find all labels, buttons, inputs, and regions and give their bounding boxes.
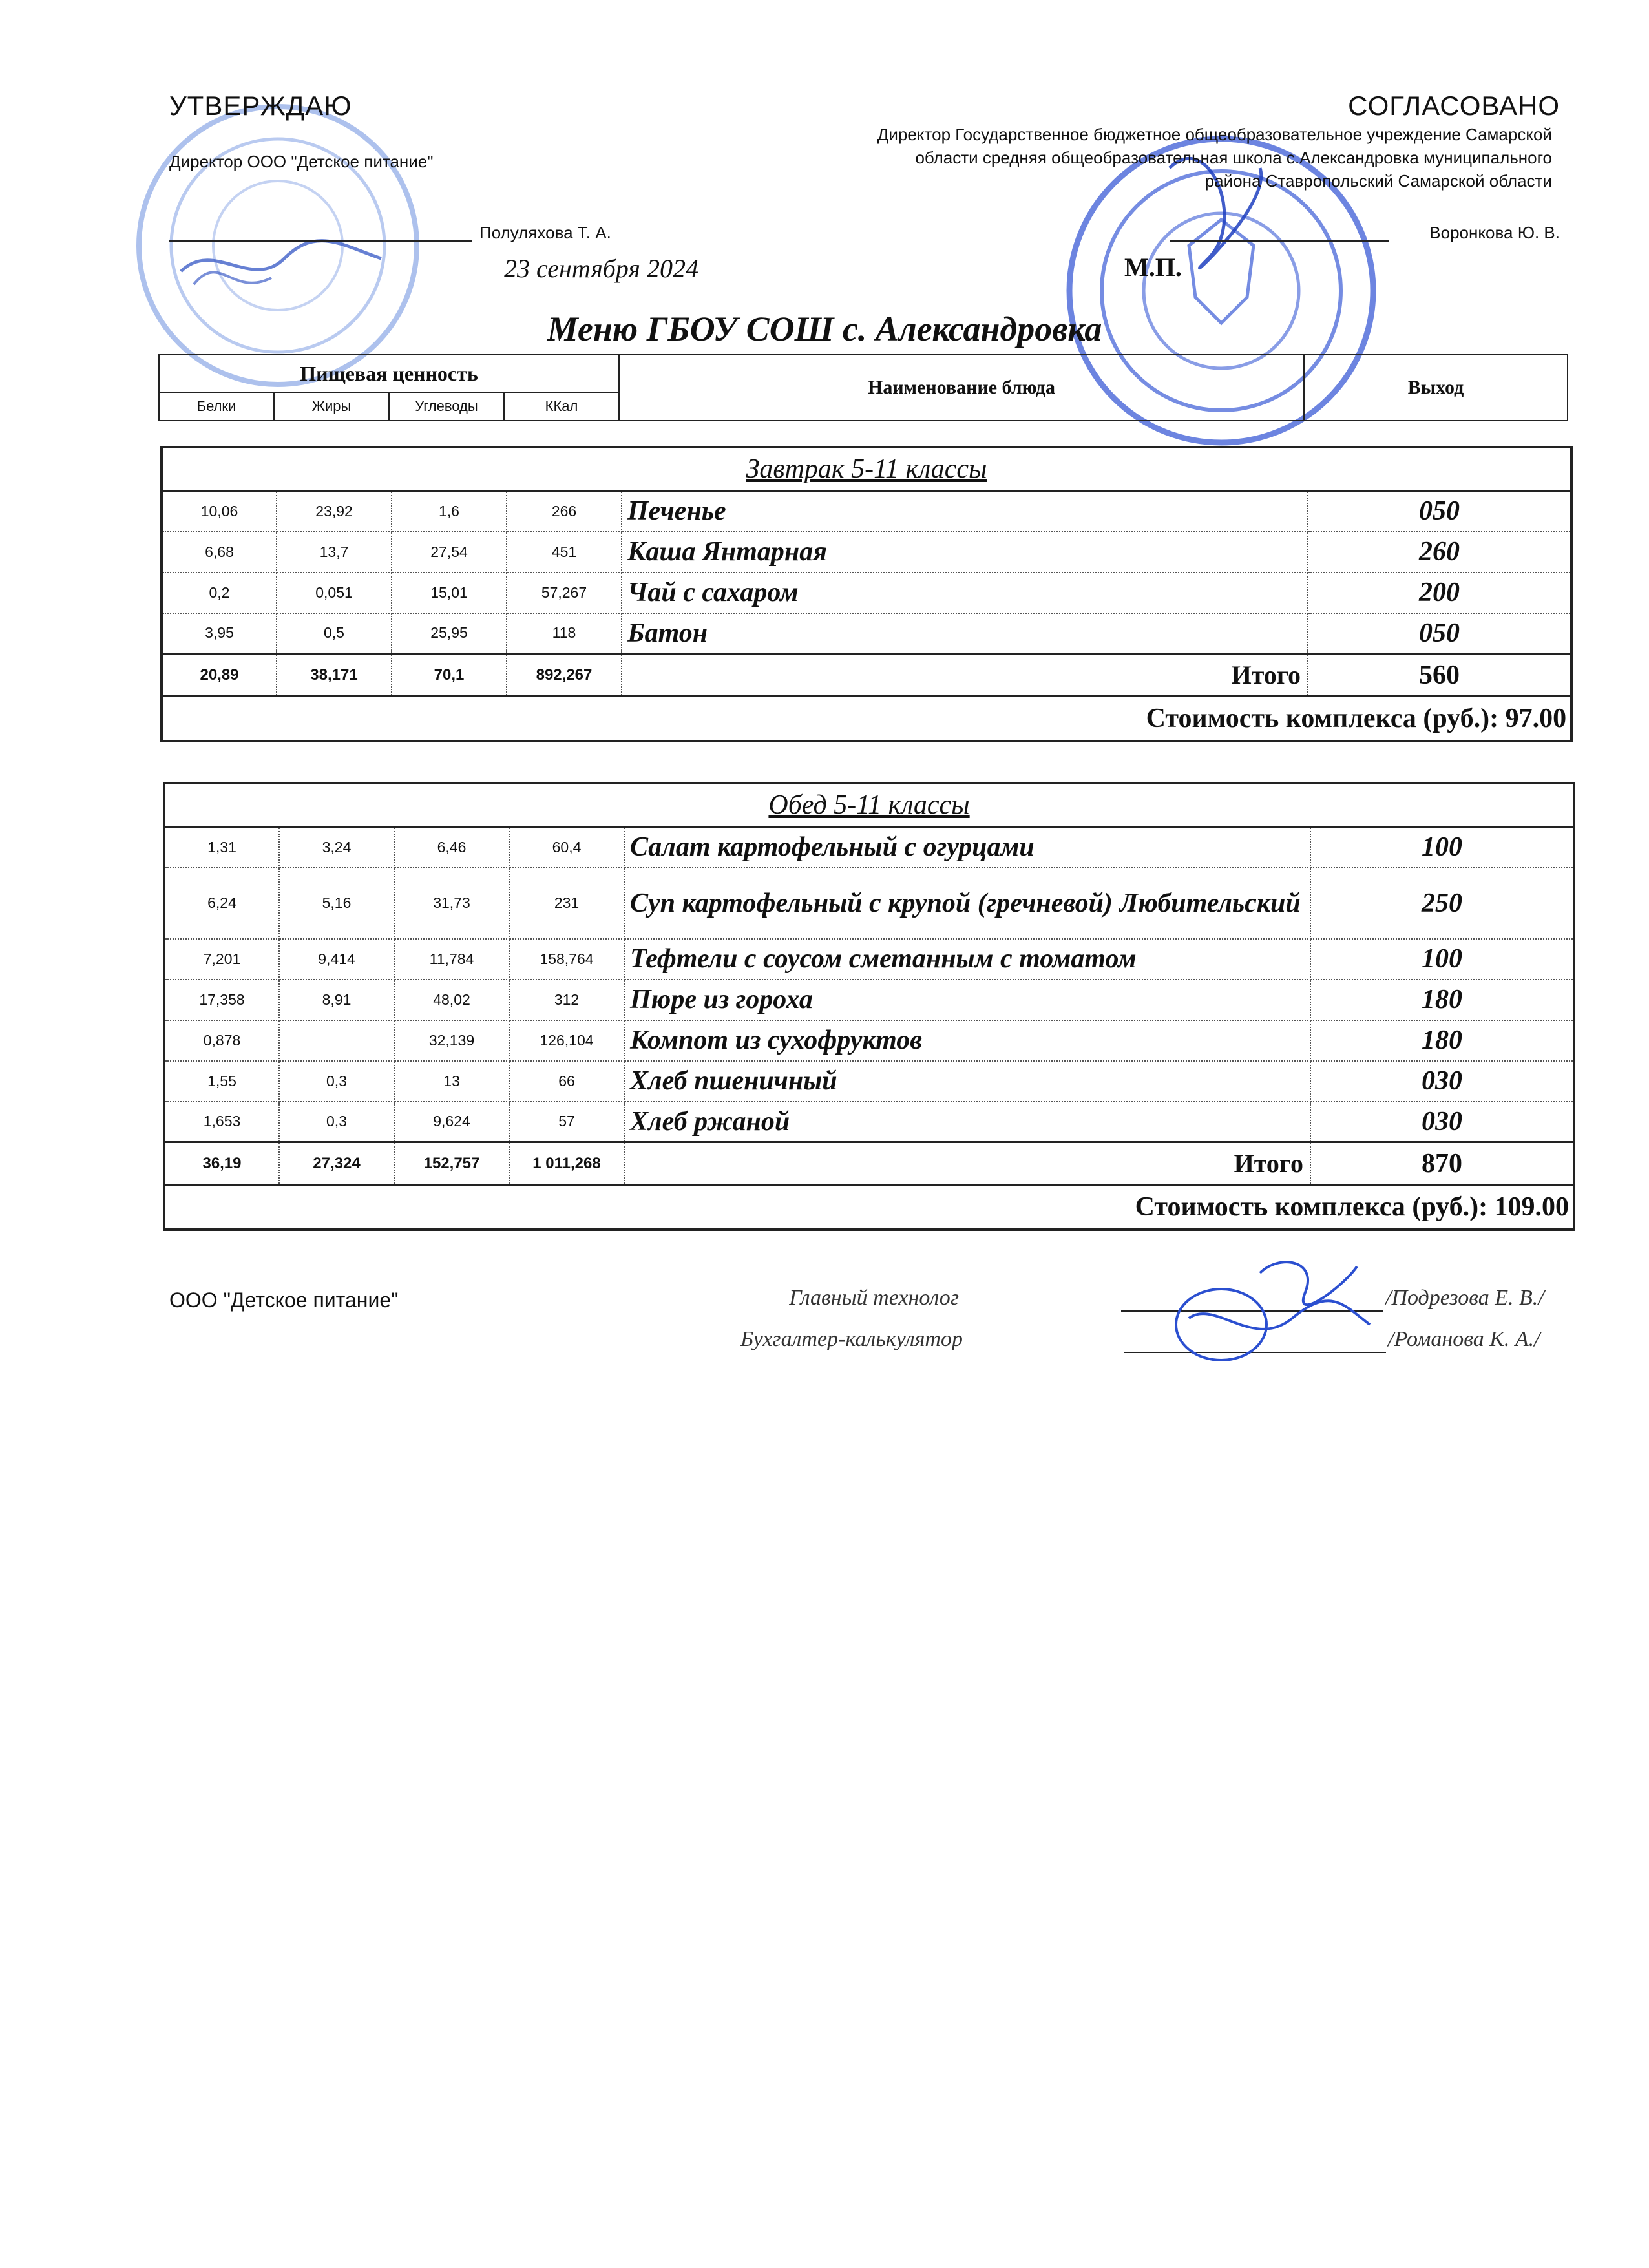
total-row xyxy=(162,654,1571,697)
dish-cell: Пюре из гороха xyxy=(624,980,1310,1020)
kcal-header: ККал xyxy=(504,392,619,421)
output-cell: 250 xyxy=(1310,868,1574,939)
output-cell: 050 xyxy=(1308,613,1571,654)
table-row xyxy=(162,491,1571,532)
total-protein: 36,19 xyxy=(164,1142,279,1185)
table-row xyxy=(164,1102,1574,1142)
fat-cell: 0,3 xyxy=(279,1102,394,1142)
table-row xyxy=(164,939,1574,980)
kcal-cell: 451 xyxy=(507,532,622,572)
output-header: Выход xyxy=(1304,355,1568,421)
protein-cell: 1,55 xyxy=(164,1061,279,1102)
carbs-cell: 1,6 xyxy=(392,491,507,532)
complex-cost: Стоимость комплекса (руб.): 109.00 xyxy=(164,1185,1574,1230)
table-row xyxy=(164,980,1574,1020)
kcal-cell: 231 xyxy=(509,868,624,939)
dish-cell: Чай с сахаром xyxy=(622,572,1308,613)
table-row xyxy=(162,532,1571,572)
agree-signature-line xyxy=(1170,240,1389,242)
signer-role: Бухгалтер-калькулятор xyxy=(740,1327,963,1351)
table-row xyxy=(164,827,1574,868)
fat-cell: 8,91 xyxy=(279,980,394,1020)
dish-cell: Печенье xyxy=(622,491,1308,532)
approve-position: Директор ООО "Детское питание" xyxy=(169,152,434,171)
lunch-section xyxy=(163,782,1575,1231)
section-title: Завтрак 5-11 классы xyxy=(162,447,1571,491)
total-kcal: 892,267 xyxy=(507,654,622,697)
dish-cell: Каша Янтарная xyxy=(622,532,1308,572)
fat-cell: 0,3 xyxy=(279,1061,394,1102)
kcal-cell: 266 xyxy=(507,491,622,532)
carbs-cell: 13 xyxy=(394,1061,509,1102)
dish-cell: Хлеб пшеничный xyxy=(624,1061,1310,1102)
dish-cell: Салат картофельный с огурцами xyxy=(624,827,1310,868)
protein-cell: 0,2 xyxy=(162,572,277,613)
kcal-cell: 57 xyxy=(509,1102,624,1142)
output-cell: 030 xyxy=(1310,1102,1574,1142)
approve-date: 23 сентября 2024 xyxy=(504,254,698,283)
total-label: Итого xyxy=(622,654,1308,697)
total-row xyxy=(164,1142,1574,1185)
dish-cell: Батон xyxy=(622,613,1308,654)
carbs-cell: 32,139 xyxy=(394,1020,509,1061)
output-cell: 030 xyxy=(1310,1061,1574,1102)
protein-cell: 7,201 xyxy=(164,939,279,980)
carbs-cell: 25,95 xyxy=(392,613,507,654)
kcal-cell: 158,764 xyxy=(509,939,624,980)
carbs-cell: 9,624 xyxy=(394,1102,509,1142)
fat-cell: 23,92 xyxy=(277,491,392,532)
fat-cell: 0,5 xyxy=(277,613,392,654)
agree-position-line: района Ставропольский Самарской области xyxy=(1204,171,1552,191)
carbs-cell: 48,02 xyxy=(394,980,509,1020)
total-fat: 38,171 xyxy=(277,654,392,697)
footer-signature-image xyxy=(1150,1247,1383,1376)
fat-cell: 9,414 xyxy=(279,939,394,980)
output-cell: 180 xyxy=(1310,1020,1574,1061)
table-row xyxy=(164,1061,1574,1102)
protein-cell: 1,31 xyxy=(164,827,279,868)
signer-name: /Подрезова Е. В./ xyxy=(1385,1286,1544,1310)
fat-cell: 13,7 xyxy=(277,532,392,572)
stamp-place: М.П. xyxy=(1124,253,1182,282)
dish-name-header: Наименование блюда xyxy=(619,355,1304,421)
menu-header-table xyxy=(158,354,1568,421)
output-cell: 260 xyxy=(1308,532,1571,572)
total-fat: 27,324 xyxy=(279,1142,394,1185)
fat-cell xyxy=(279,1020,394,1061)
total-label: Итого xyxy=(624,1142,1310,1185)
carbs-header: Углеводы xyxy=(389,392,504,421)
kcal-cell: 312 xyxy=(509,980,624,1020)
protein-header: Белки xyxy=(159,392,274,421)
output-cell: 200 xyxy=(1308,572,1571,613)
kcal-cell: 60,4 xyxy=(509,827,624,868)
fat-cell: 3,24 xyxy=(279,827,394,868)
protein-cell: 17,358 xyxy=(164,980,279,1020)
output-cell: 180 xyxy=(1310,980,1574,1020)
complex-cost: Стоимость комплекса (руб.): 97.00 xyxy=(162,697,1571,742)
carbs-cell: 11,784 xyxy=(394,939,509,980)
nutrition-group-header: Пищевая ценность xyxy=(159,355,619,392)
approve-stamp-image xyxy=(123,97,433,394)
carbs-cell: 31,73 xyxy=(394,868,509,939)
breakfast-section xyxy=(160,446,1573,742)
agree-position xyxy=(647,123,1552,193)
output-cell: 100 xyxy=(1310,827,1574,868)
fat-cell: 0,051 xyxy=(277,572,392,613)
protein-cell: 0,878 xyxy=(164,1020,279,1061)
signer-role: Главный технолог xyxy=(789,1286,959,1310)
signer-name: /Романова К. А./ xyxy=(1388,1327,1540,1351)
kcal-cell: 126,104 xyxy=(509,1020,624,1061)
approve-heading: УТВЕРЖДАЮ xyxy=(169,90,352,121)
total-output: 560 xyxy=(1308,654,1571,697)
kcal-cell: 118 xyxy=(507,613,622,654)
protein-cell: 10,06 xyxy=(162,491,277,532)
table-row xyxy=(164,1020,1574,1061)
output-cell: 100 xyxy=(1310,939,1574,980)
total-kcal: 1 011,268 xyxy=(509,1142,624,1185)
protein-cell: 6,68 xyxy=(162,532,277,572)
protein-cell: 6,24 xyxy=(164,868,279,939)
fat-header: Жиры xyxy=(274,392,389,421)
section-title: Обед 5-11 классы xyxy=(164,783,1574,827)
output-cell: 050 xyxy=(1308,491,1571,532)
table-row xyxy=(164,868,1574,939)
protein-cell: 1,653 xyxy=(164,1102,279,1142)
approve-name: Полуляхова Т. А. xyxy=(479,223,611,242)
dish-cell: Тефтели с соусом сметанным с томатом xyxy=(624,939,1310,980)
carbs-cell: 15,01 xyxy=(392,572,507,613)
agree-name: Воронкова Ю. В. xyxy=(1429,223,1560,242)
footer-company: ООО "Детское питание" xyxy=(169,1288,399,1312)
total-carbs: 152,757 xyxy=(394,1142,509,1185)
carbs-cell: 27,54 xyxy=(392,532,507,572)
total-output: 870 xyxy=(1310,1142,1574,1185)
protein-cell: 3,95 xyxy=(162,613,277,654)
fat-cell: 5,16 xyxy=(279,868,394,939)
dish-cell: Компот из сухофруктов xyxy=(624,1020,1310,1061)
total-protein: 20,89 xyxy=(162,654,277,697)
dish-cell: Хлеб ржаной xyxy=(624,1102,1310,1142)
table-row xyxy=(162,613,1571,654)
kcal-cell: 57,267 xyxy=(507,572,622,613)
kcal-cell: 66 xyxy=(509,1061,624,1102)
agree-heading: СОГЛАСОВАНО xyxy=(1348,90,1560,121)
agree-position-line: Директор Государственное бюджетное общеобразовательное учреждение Самарской xyxy=(877,125,1552,144)
agree-position-line: области средняя общеобразовательная школа с.Александровка муниципального xyxy=(915,148,1552,167)
dish-cell: Суп картофельный с крупой (гречневой) Любительский xyxy=(624,868,1310,939)
carbs-cell: 6,46 xyxy=(394,827,509,868)
approve-signature-line xyxy=(169,240,472,242)
total-carbs: 70,1 xyxy=(392,654,507,697)
page-title: Меню ГБОУ СОШ с. Александровка xyxy=(547,310,1102,348)
table-row xyxy=(162,572,1571,613)
